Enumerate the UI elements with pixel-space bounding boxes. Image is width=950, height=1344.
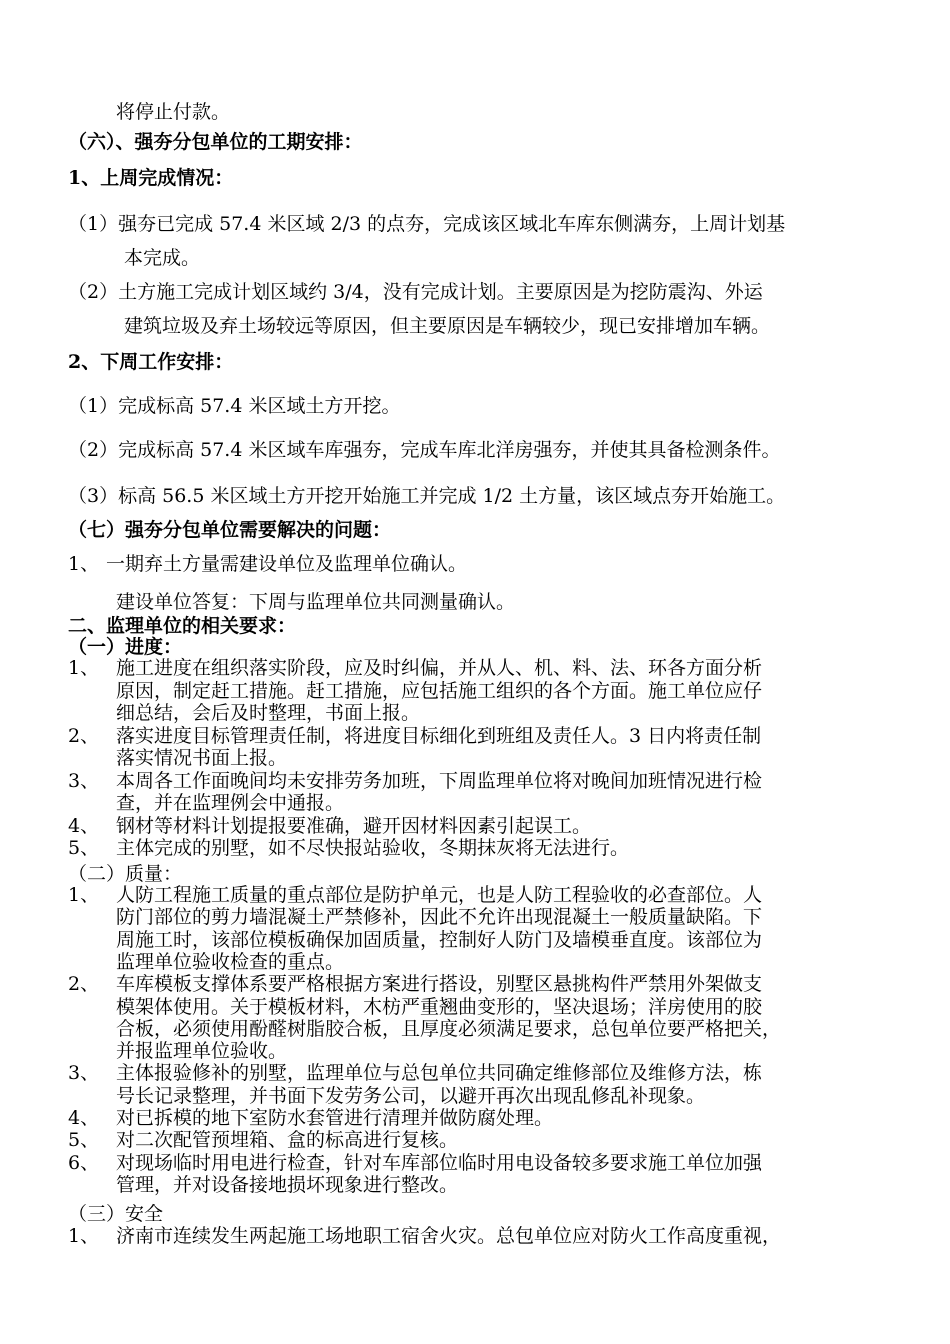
paragraph-line: （2）完成标高 57.4 米区域车库强夯，完成车库北洋房强夯，并使其具备检测条件。 — [68, 439, 781, 461]
list-item-text: 监理单位验收检查的重点。 — [116, 950, 345, 973]
list-item-text: 合板，必须使用酚醛树脂胶合板，且厚度必须满足要求，总包单位要严格把关， — [116, 1017, 782, 1040]
paragraph-line: （1）强夯已完成 57.4 米区域 2/3 的点夯，完成该区域北车库东侧满夯，上周计划基 — [68, 213, 786, 235]
list-number: 4、 — [68, 1107, 100, 1129]
list-number: 4、 — [68, 814, 100, 837]
list-number: 5、 — [68, 837, 100, 859]
list-item-text: 管理，并对设备接地损坏现象进行整改。 — [116, 1173, 459, 1196]
list-item-text: 落实情况书面上报。 — [116, 747, 288, 769]
list-number: 1、 — [68, 1225, 100, 1247]
list-item-text: 一期弃土方量需建设单位及监理单位确认。 — [106, 553, 468, 575]
paragraph-line: （3）标高 56.5 米区域土方开挖开始施工并完成 1/2 土方量，该区域点夯开始施工。 — [68, 485, 786, 507]
list-item-text: 模架体使用。关于模板材料，木枋严重翘曲变形的，坚决退场；洋房使用的胶 — [116, 995, 763, 1018]
list-item-text: 钢材等材料计划提报要准确，避开因材料因素引起误工。 — [116, 814, 592, 837]
paragraph-line: （2）土方施工完成计划区域约 3/4，没有完成计划。主要原因是为挖防震沟、外运 — [68, 281, 763, 303]
part-2-title: 二、监理单位的相关要求： — [68, 615, 297, 637]
list-item-text: 落实进度目标管理责任制，将进度目标细化到班组及责任人。3 日内将责任制 — [116, 724, 762, 747]
list-number: 5、 — [68, 1129, 100, 1152]
list-item-text: 周施工时，该部位模板确保加固质量，控制好人防门及墙模垂直度。该部位为 — [116, 928, 763, 951]
safety-title: （三）安全 — [68, 1203, 164, 1225]
list-item-text: 防门部位的剪力墙混凝土严禁修补，因此不允许出现混凝土一般质量缺陷。下 — [116, 906, 763, 929]
list-item-text: 细总结，会后及时整理，书面上报。 — [116, 702, 421, 724]
list-number: 2、 — [68, 724, 100, 747]
list-item-text: 车库模板支撑体系要严格根据方案进行搭设，别墅区悬挑构件严禁用外架做支 — [116, 973, 763, 996]
payment-line: 将停止付款。 — [116, 101, 231, 123]
section-6-2-title: 2、下周工作安排： — [68, 351, 234, 373]
list-item-text: 并报监理单位验收。 — [116, 1040, 288, 1063]
progress-title: （一）进度： — [68, 636, 183, 658]
list-number: 6、 — [68, 1151, 100, 1174]
list-number: 2、 — [68, 973, 100, 996]
section-6-1-title: 1、上周完成情况： — [68, 167, 234, 189]
list-item-text: 人防工程施工质量的重点部位是防护单元，也是人防工程验收的必查部位。人 — [116, 884, 763, 906]
list-item-text: 号长记录整理，并书面下发劳务公司，以避开再次出现乱修乱补现象。 — [116, 1084, 706, 1107]
paragraph-line: 本完成。 — [124, 247, 201, 269]
list-item-text: 原因，制定赶工措施。赶工措施，应包括施工组织的各个方面。施工单位应仔 — [116, 679, 763, 702]
list-number: 1、 — [68, 657, 100, 679]
list-item-text: 主体完成的别墅，如不尽快报站验收，冬期抹灰将无法进行。 — [116, 837, 630, 859]
list-number: 1、 — [68, 553, 100, 575]
list-item-text: 济南市连续发生两起施工场地职工宿舍火灾。总包单位应对防火工作高度重视， — [116, 1225, 782, 1247]
list-item-text: 查，并在监理例会中通报。 — [116, 792, 345, 814]
list-item-text: 主体报验修补的别墅，监理单位与总包单位共同确定维修部位及维修方法，栋 — [116, 1062, 763, 1085]
section-6-title: （六）、强夯分包单位的工期安排： — [68, 131, 363, 153]
list-item-text: 施工进度在组织落实阶段，应及时纠偏，并从人、机、料、法、环各方面分析 — [116, 657, 763, 679]
list-item-text: 对二次配管预埋箱、盒的标高进行复核。 — [116, 1129, 459, 1152]
list-item-text: 对现场临时用电进行检查，针对车库部位临时用电设备较多要求施工单位加强 — [116, 1151, 763, 1174]
section-7-title: （七）强夯分包单位需要解决的问题： — [68, 519, 392, 541]
list-number: 3、 — [68, 1062, 100, 1085]
quality-title: （二）质量： — [68, 863, 183, 885]
list-number: 1、 — [68, 884, 100, 906]
list-item-text: 对已拆模的地下室防水套管进行清理并做防腐处理。 — [116, 1107, 554, 1129]
list-number: 3、 — [68, 769, 100, 792]
reply-line: 建设单位答复：下周与监理单位共同测量确认。 — [116, 591, 516, 613]
paragraph-line: 建筑垃圾及弃土场较远等原因，但主要原因是车辆较少，现已安排增加车辆。 — [124, 315, 771, 337]
paragraph-line: （1）完成标高 57.4 米区域土方开挖。 — [68, 395, 401, 417]
list-item-text: 本周各工作面晚间均未安排劳务加班，下周监理单位将对晚间加班情况进行检 — [116, 769, 763, 792]
